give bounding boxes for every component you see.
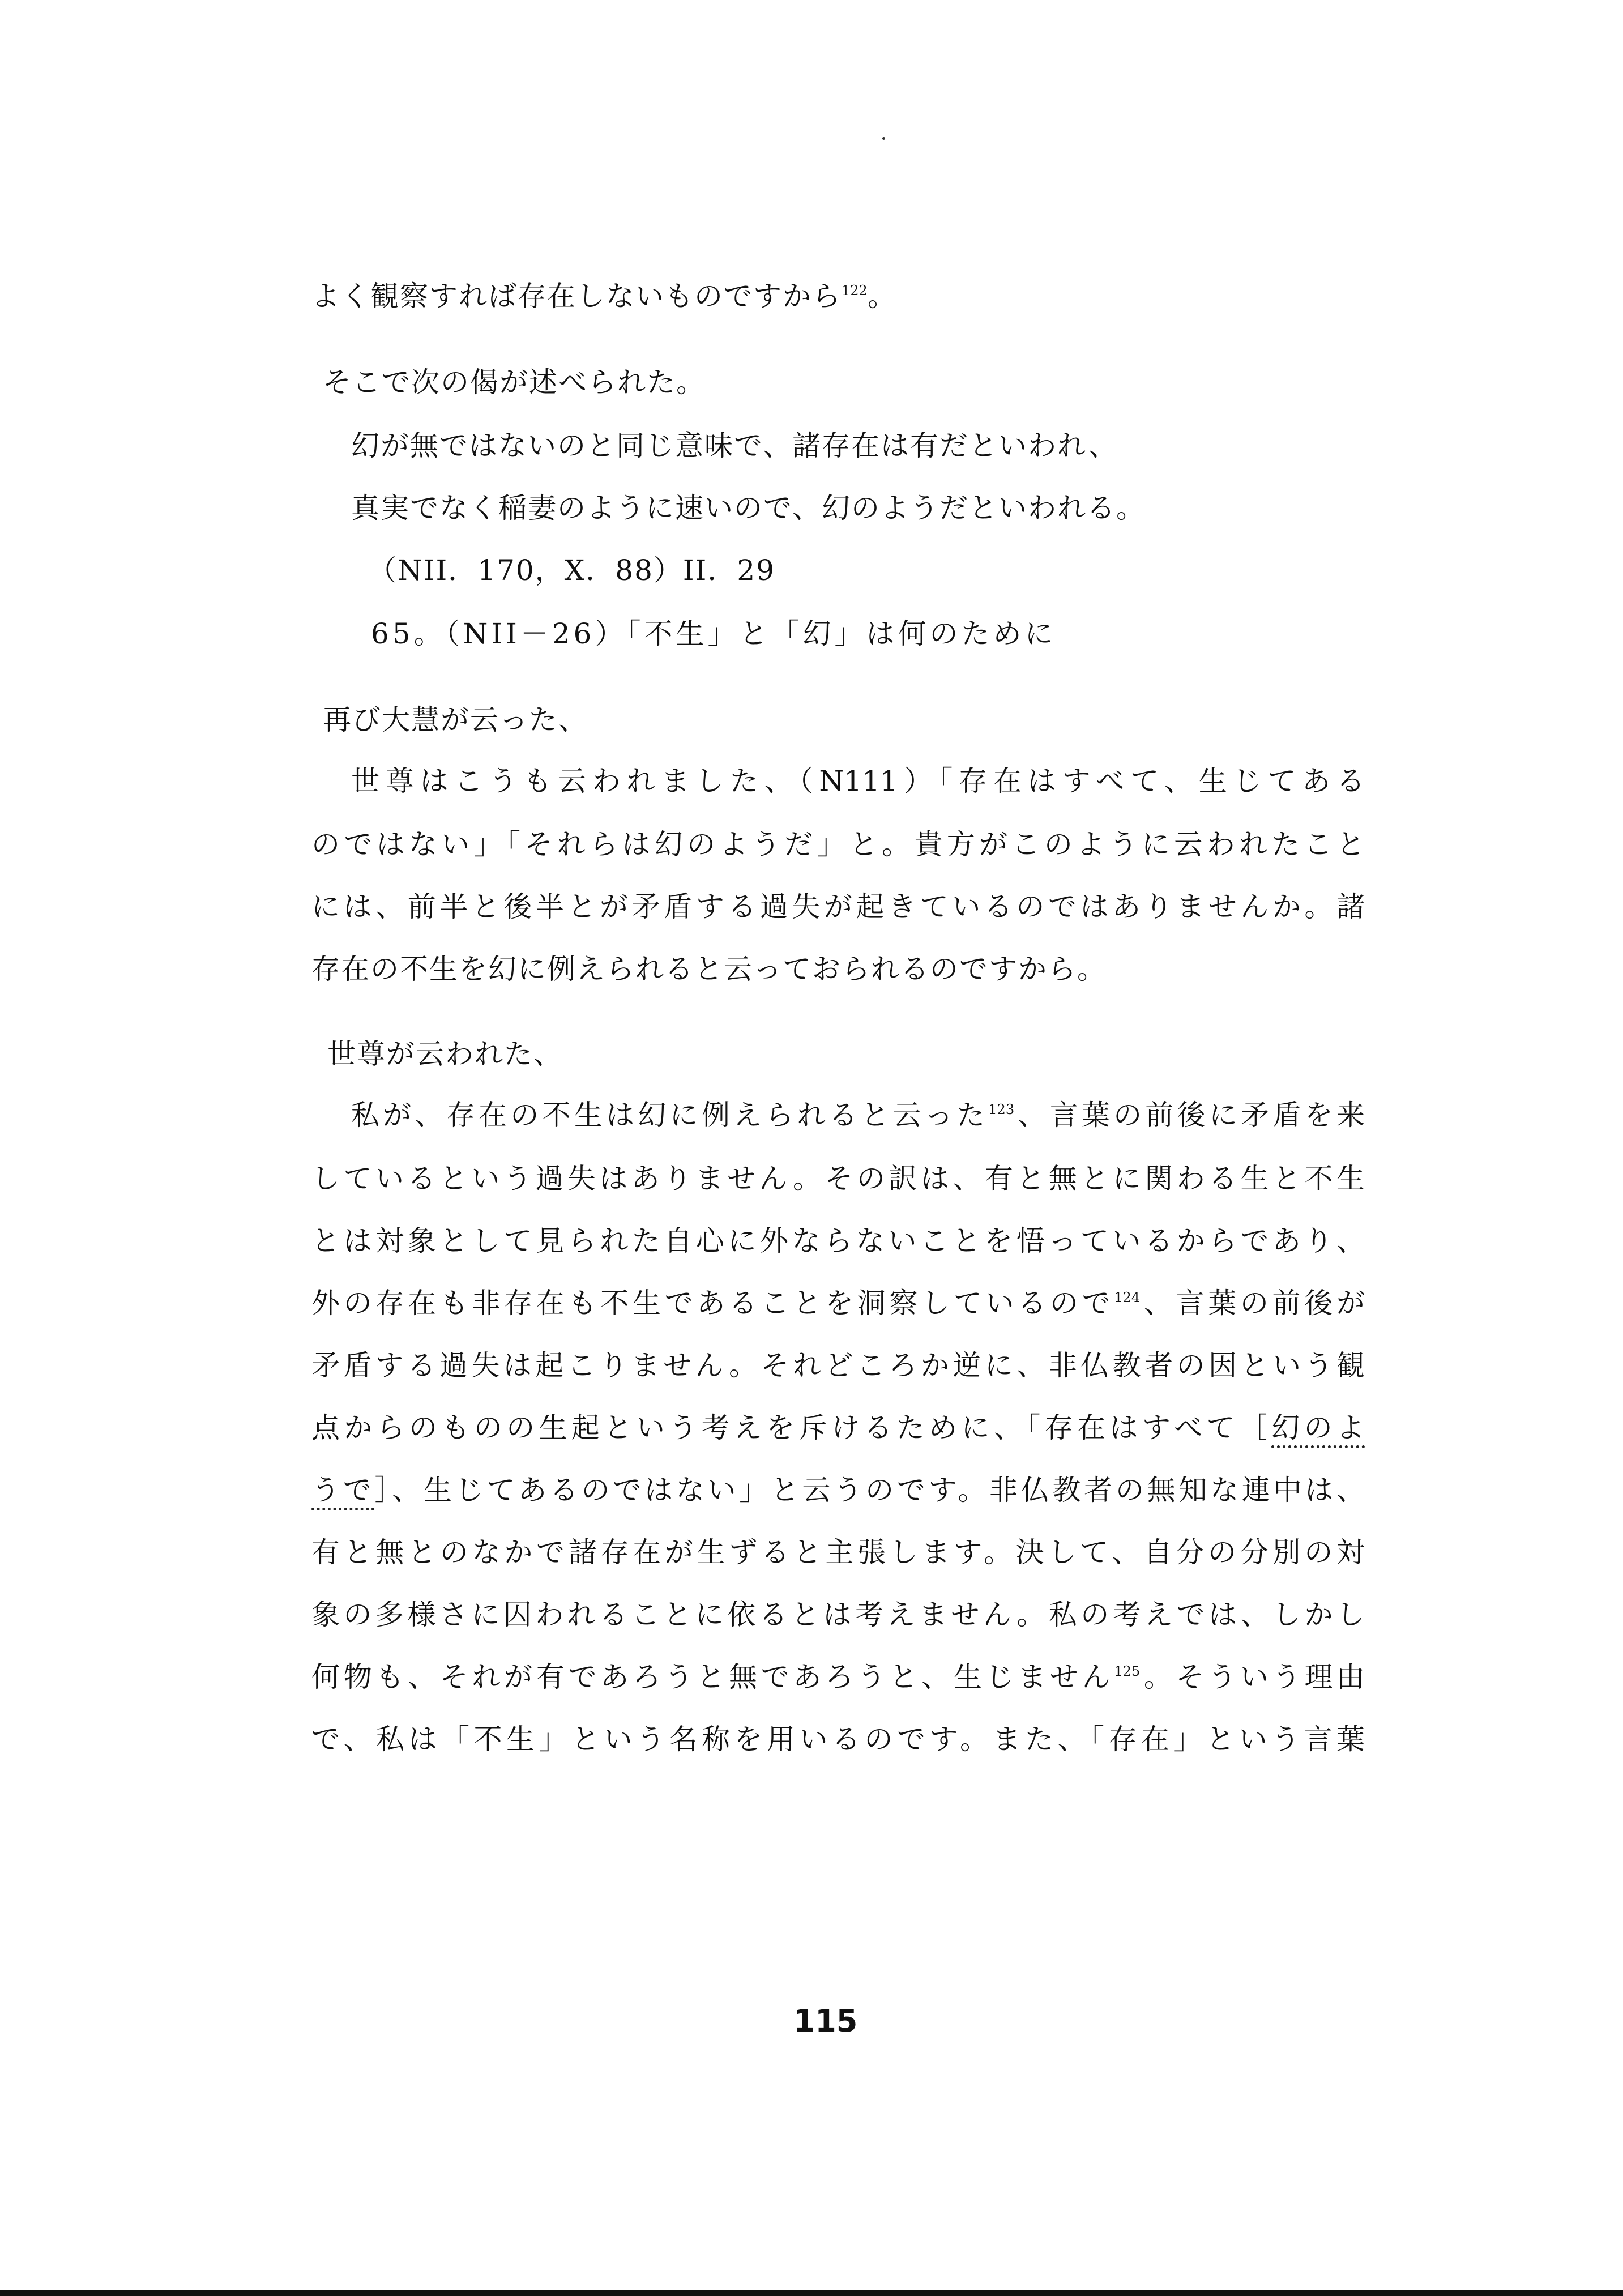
text-line [311,1470,1365,1510]
line-text: しているという過失はありません。その訳は、有と無とに関わる生と不生 [311,1162,1365,1195]
line-text: よく観察すれば存在しないものですから [311,280,842,313]
text-line [311,1159,1365,1198]
dotted-underlined-text: 幻のよ [1271,1411,1365,1448]
footnote-ref-123[interactable]: 123 [988,1102,1015,1117]
line-text: 外の存在も非存在も不生であることを洞察しているので [311,1287,1114,1320]
line-text: 世尊が云われた、 [327,1038,563,1070]
text-line [311,887,1365,927]
line-text: とは対象として見られた自心に外ならないことを悟っているからであり、 [311,1224,1365,1257]
line-text: には、前半と後半とが矛盾する過失が起きているのではありませんか。諸 [311,890,1365,923]
line-text: 、言葉の前後に矛盾を来 [1014,1099,1365,1132]
line-text: 私が、存在の不生は幻に例えられると云った [351,1099,989,1132]
line-text: で、私は「不生」という名称を用いるのです。また、「存在」という言葉 [311,1723,1365,1756]
text-line [311,949,1107,989]
line-text: 。そういう理由 [1140,1661,1365,1693]
page-dot [882,137,885,140]
line-text: 世尊はこうも云われました、（N111）「存在はすべて、生じてある [351,765,1365,797]
text-line [323,700,588,740]
line-text: 矛盾する過失は起こりません。それどころか逆に、非仏教者の因という観 [311,1349,1365,1382]
line-text: 点からのものの生起という考えを斥けるために、「存在はすべて［ [311,1411,1272,1444]
page-number: 115 [793,2003,858,2039]
line-text: 。 [867,280,897,313]
line-text: 幻が無ではないのと同じ意味で、諸存在は有だといわれ、 [351,429,1118,462]
line-text: 存在の不生を幻に例えられると云っておられるのですから。 [311,953,1107,985]
text-line [311,825,1365,864]
scan-edge-rule [0,2290,1623,2296]
footnote-ref-122[interactable]: 122 [842,283,868,298]
line-text: 象の多様さに囚われることに依るとは考えません。私の考えでは、しかし [311,1598,1365,1631]
line-text: ］、生じてあるのではない」と云うのです。非仏教者の無知な連中は、 [374,1474,1365,1507]
text-line [311,1408,1365,1448]
text-line [311,1221,1365,1261]
text-line [351,761,1365,801]
text-line [327,1034,563,1074]
footnote-ref-124[interactable]: 124 [1114,1290,1141,1305]
line-text: 真実でなく稲妻のように速いので、幻のようだといわれる。 [351,492,1146,524]
line-text: のではない」「それらは幻のようだ」と。貴方がこのように云われたこと [311,828,1365,861]
verse-reference [368,550,775,590]
text-line [311,1719,1365,1759]
text-line [323,362,706,402]
verse-line [351,488,1146,528]
line-text: 有と無とのなかで諸存在が生ずると主張します。決して、自分の分別の対 [311,1536,1365,1569]
text-line [311,1533,1365,1572]
text-line [311,276,897,316]
text-line [311,1657,1365,1697]
footnote-ref-125[interactable]: 125 [1114,1663,1141,1679]
text-line [311,1595,1365,1634]
verse-line [351,426,1118,466]
text-line [311,1283,1365,1323]
line-text: 再び大慧が云った、 [323,703,588,736]
text-line [311,1346,1365,1385]
line-text: （NII．170，X．88）II．29 [368,554,776,587]
line-text: 、言葉の前後が [1140,1287,1365,1320]
section-heading [371,614,1057,654]
line-text: 65。（NII－26）「不生」と「幻」は何のために [371,617,1057,650]
line-text: そこで次の偈が述べられた。 [323,366,706,399]
line-text: 何物も、それが有であろうと無であろうと、生じません [311,1661,1114,1693]
text-line [351,1095,1365,1135]
dotted-underlined-text: うで [311,1474,374,1510]
